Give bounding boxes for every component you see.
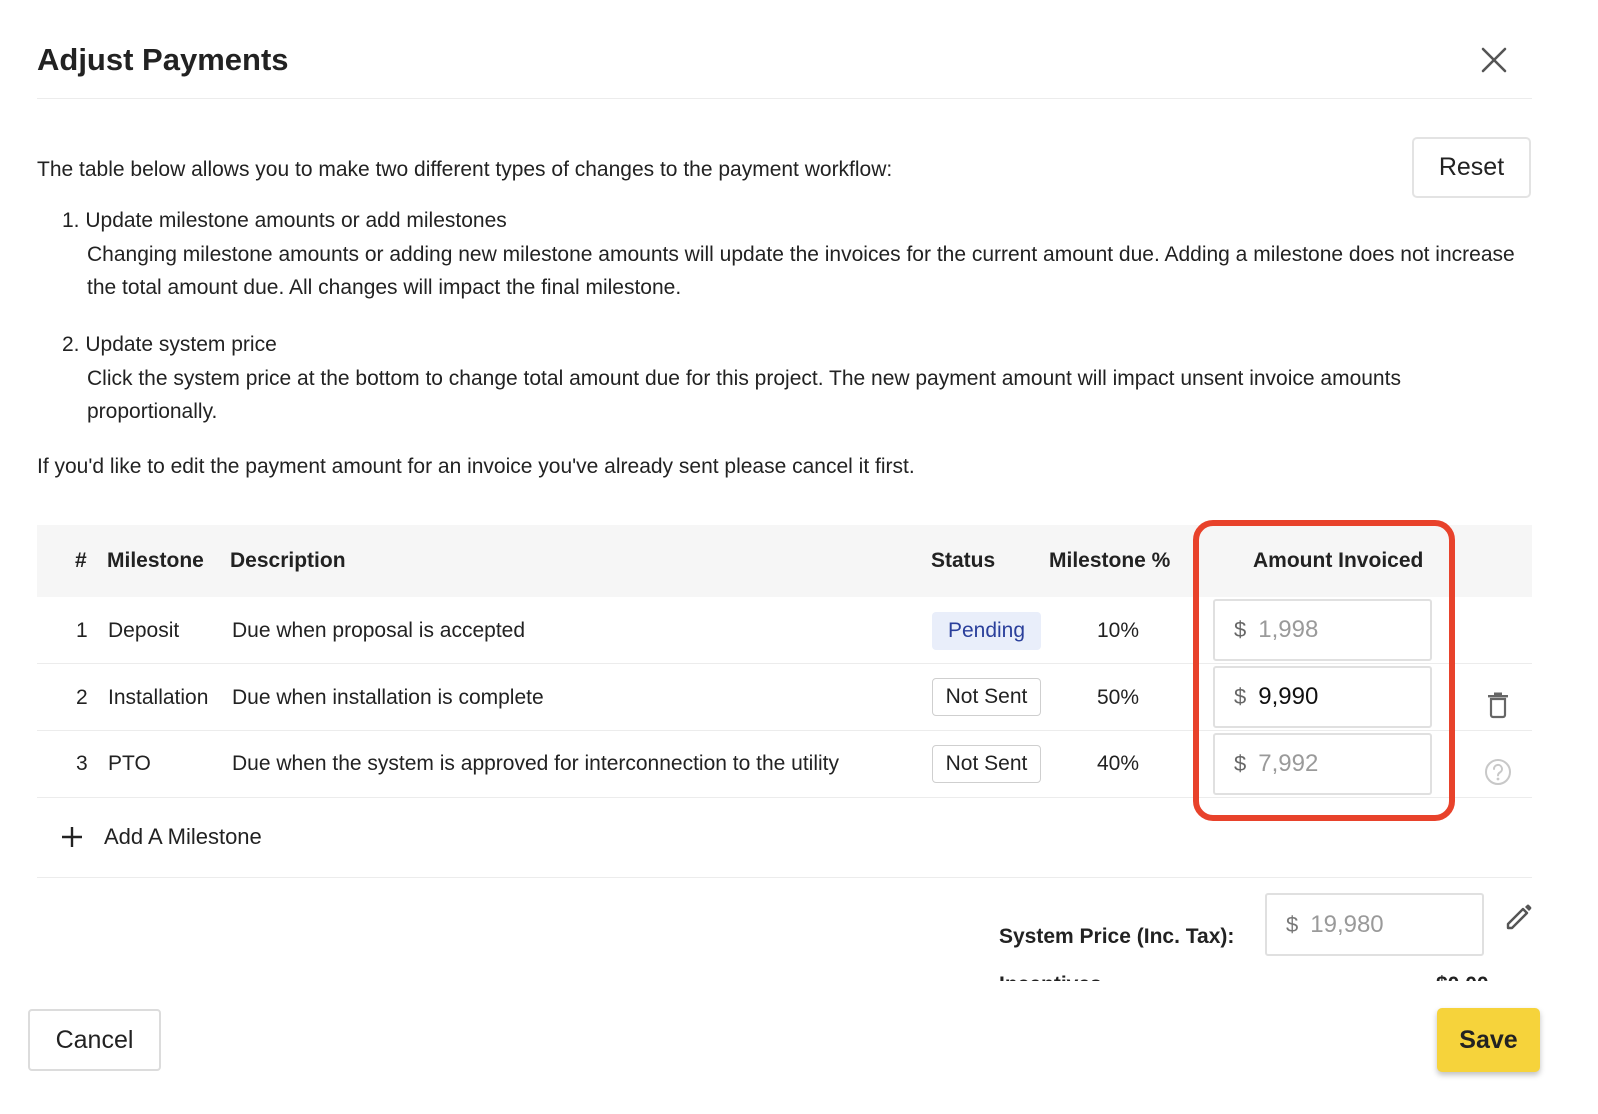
close-icon [1481, 47, 1507, 73]
row-2-number: 2 [76, 686, 88, 709]
row-3-milestone: PTO [108, 752, 151, 775]
reset-button[interactable]: Reset [1412, 137, 1531, 198]
column-header-number: # [75, 549, 87, 572]
row-2-description: Due when installation is complete [232, 686, 544, 709]
row-3-amount-field [1213, 733, 1432, 795]
currency-symbol: $ [1286, 911, 1299, 937]
currency-symbol: $ [1234, 684, 1247, 709]
section-divider [37, 877, 1532, 878]
system-price-input [1310, 911, 1460, 939]
currency-symbol: $ [1234, 751, 1247, 776]
incentives-label-partial [999, 968, 1089, 980]
row-2-percent: 50% [1097, 686, 1140, 709]
instructions-note: If you'd like to edit the payment amount for an invoice you've already sent please cancel it first. [37, 455, 915, 478]
add-milestone-button[interactable] [60, 818, 262, 856]
system-price-label: System Price (Inc. Tax): [999, 925, 1235, 948]
modal-title: Adjust Payments [37, 42, 289, 77]
instructions-intro: The table below allows you to make two different types of changes to the payment workflow: [37, 158, 893, 181]
row-divider [37, 663, 1532, 664]
row-1-amount-field [1213, 599, 1432, 661]
plus-icon [60, 825, 84, 849]
incentives-value-partial [1436, 968, 1496, 980]
column-header-milestone-percent: Milestone % [1049, 549, 1171, 572]
column-header-milestone: Milestone [107, 549, 204, 572]
row-1-number: 1 [76, 619, 88, 642]
currency-symbol: $ [1234, 617, 1247, 642]
row-3-description: Due when the system is approved for interconnection to the utility [232, 752, 839, 775]
instruction-2-body: Click the system price at the bottom to change total amount due for this project. The new payment amount will impact unsent invoice amounts proportionally. [87, 367, 1401, 423]
status-badge-pending: Pending [932, 612, 1041, 650]
row-divider [37, 730, 1532, 731]
column-header-description: Description [230, 549, 346, 572]
row-3-number: 3 [76, 752, 88, 775]
row-3-percent: 40% [1097, 752, 1140, 775]
row-2-milestone: Installation [108, 686, 209, 709]
delete-milestone-button[interactable] [1484, 690, 1512, 720]
row-1-description: Due when proposal is accepted [232, 619, 526, 642]
cancel-button[interactable]: Cancel [28, 1009, 161, 1071]
row-2-amount-input[interactable] [1258, 683, 1408, 711]
instruction-1-title: 1. Update milestone amounts or add milestones [62, 209, 507, 232]
help-button[interactable] [1484, 758, 1512, 786]
trash-icon [1487, 692, 1509, 718]
row-1-amount-input [1258, 616, 1408, 644]
row-2-amount-field[interactable] [1213, 666, 1432, 728]
row-3-amount-input [1258, 750, 1408, 778]
pencil-icon [1504, 902, 1534, 932]
add-milestone-label: Add A Milestone [104, 824, 262, 849]
modal-footer [0, 981, 1598, 1114]
column-header-status: Status [931, 549, 996, 572]
modal-header [37, 38, 1532, 99]
column-header-amount-invoiced: Amount Invoiced [1253, 549, 1424, 572]
status-badge-not-sent: Not Sent [932, 678, 1041, 716]
instruction-2-title: 2. Update system price [62, 333, 277, 356]
save-button[interactable]: Save [1437, 1008, 1540, 1072]
close-button[interactable] [1477, 42, 1511, 78]
row-divider [37, 797, 1532, 798]
row-1-percent: 10% [1097, 619, 1140, 642]
status-badge-not-sent: Not Sent [932, 745, 1041, 783]
system-price-field [1265, 893, 1484, 956]
instruction-1-body: Changing milestone amounts or adding new milestone amounts will update the invoices for the current amount due. Adding a milestone does not increase the total amount due. All changes will impact the final milestone. [87, 243, 1515, 299]
row-1-milestone: Deposit [108, 619, 180, 642]
help-icon [1484, 758, 1512, 786]
edit-system-price-button[interactable] [1503, 901, 1535, 933]
